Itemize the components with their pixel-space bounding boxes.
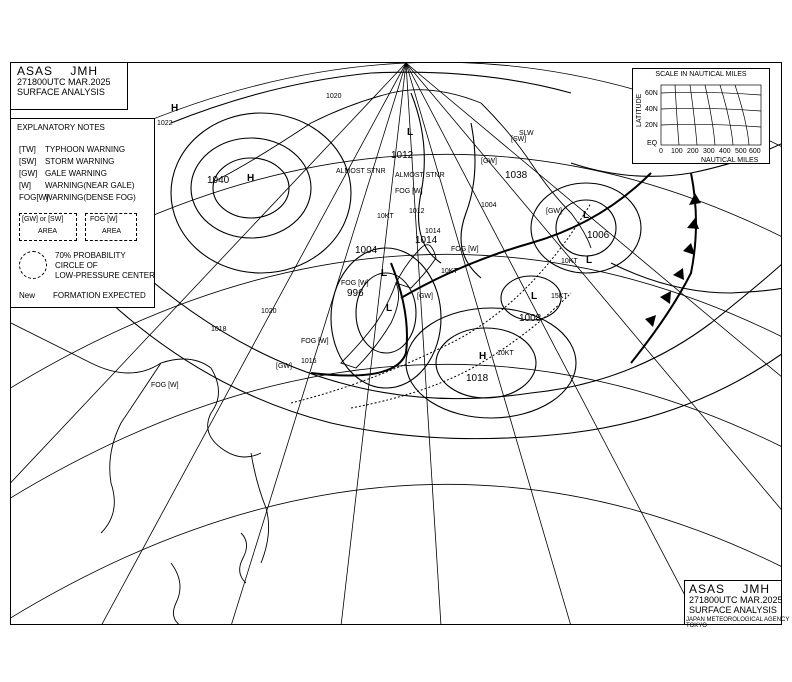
fog-area-sample: FOG [W] AREA [85, 213, 137, 241]
svg-text:600: 600 [749, 148, 761, 155]
circle-note: CIRCLE OF [55, 261, 98, 270]
legend-item: [TW] TYPHOON WARNING [19, 145, 126, 154]
low-marker: L [386, 303, 393, 314]
svg-text:200: 200 [687, 148, 699, 155]
svg-text:20N: 20N [645, 122, 658, 129]
low-marker: L [407, 127, 414, 138]
isobar-label: 1004 [481, 202, 497, 209]
product-name: SURFACE ANALYSIS [17, 87, 105, 97]
legend-item: FOG[W]WARNING(DENSE FOG) [19, 193, 136, 202]
pressure-value: 1040 [207, 175, 230, 186]
pressure-value: 1004 [355, 245, 378, 256]
svg-text:500: 500 [735, 148, 747, 155]
agency-name: JAPAN METEOROLOGICAL AGENCY TOKYO [686, 617, 790, 629]
product-name: SURFACE ANALYSIS [689, 605, 777, 615]
pressure-value: 1012 [391, 150, 414, 161]
motion-label: 10KT [441, 268, 458, 275]
agency-code: ASAS [689, 582, 726, 596]
title-box-top-left [10, 62, 128, 110]
pressure-value: 1006 [587, 230, 610, 241]
low-marker: L [381, 268, 388, 279]
pressure-value: 1018 [466, 373, 489, 384]
high-marker: H [171, 103, 179, 114]
svg-text:300: 300 [703, 148, 715, 155]
legend-title: EXPLANATORY NOTES [17, 123, 105, 132]
pressure-value: 1014 [415, 235, 438, 246]
isobar-labels [157, 93, 497, 365]
warning-label: FOG [W] [451, 246, 479, 253]
scale-xlabel: NAUTICAL MILES [701, 157, 759, 163]
warning-label: [GW] [546, 208, 562, 215]
warning-label: SLW [519, 130, 534, 137]
warning-label: FOG [W] [395, 188, 423, 195]
center-name: JMH [742, 582, 771, 596]
isobar-label: 1014 [425, 228, 441, 235]
pressure-value: 1008 [519, 313, 542, 324]
high-marker: H [479, 351, 487, 362]
isobar-label: 1020 [326, 93, 342, 100]
motion-label: 10KT [561, 258, 578, 265]
svg-text:40N: 40N [645, 106, 658, 113]
analysis-datetime: 271800UTC MAR.2025 [689, 595, 783, 605]
warning-label: [GW] [417, 293, 433, 300]
scale-ylabel: LATITUDE [636, 93, 643, 127]
scale-graph [635, 81, 767, 163]
warning-label: ALMOST STNR [336, 168, 386, 175]
analysis-datetime: 271800UTC MAR.2025 [17, 77, 111, 87]
agency-code: ASAS [17, 64, 54, 78]
scale-box [632, 68, 770, 164]
isobar-label: 1020 [261, 308, 277, 315]
circle-note: LOW-PRESSURE CENTER [55, 271, 155, 280]
isobar-label: 1022 [157, 120, 173, 127]
warning-label: FOG [W] [341, 280, 369, 287]
svg-text:EQ: EQ [647, 140, 658, 147]
warning-label: [SW] [511, 136, 527, 143]
scale-title: SCALE IN NAUTICAL MILES [655, 71, 747, 78]
legend-item: [SW] STORM WARNING [19, 157, 115, 166]
new-note: New FORMATION EXPECTED [19, 291, 146, 300]
svg-text:60N: 60N [645, 90, 658, 97]
circle-note: 70% PROBABILITY [55, 251, 126, 260]
isobar-label: 1018 [211, 326, 227, 333]
warning-label: [GW] [276, 363, 292, 370]
motion-label: 10KT [377, 213, 394, 220]
warning-area-sample: [GW] or [SW] AREA [19, 213, 77, 241]
warning-areas [291, 203, 591, 408]
warning-label: FOG [W] [301, 338, 329, 345]
legend-item: [W] WARNING(NEAR GALE) [19, 181, 135, 190]
low-marker: L [531, 291, 538, 302]
legend-item: [GW] GALE WARNING [19, 169, 107, 178]
isobar-label: 1016 [301, 358, 317, 365]
motion-label: 10KT [497, 350, 514, 357]
center-name: JMH [70, 64, 99, 78]
high-marker: H [247, 173, 255, 184]
probability-circle-icon [19, 251, 47, 279]
warning-label: FOG [W] [151, 382, 179, 389]
pressure-value: 1038 [505, 170, 528, 181]
svg-text:0: 0 [659, 148, 663, 155]
low-marker: L [586, 255, 593, 266]
warning-label: [GW] [481, 158, 497, 165]
motion-label: 15KT [551, 293, 568, 300]
legend-box [10, 118, 155, 308]
isobar-label: 1012 [409, 208, 425, 215]
svg-text:100: 100 [671, 148, 683, 155]
pressure-value: 996 [347, 288, 364, 299]
low-marker: L [583, 210, 590, 221]
svg-text:400: 400 [719, 148, 731, 155]
warning-label: ALMOST STNR [395, 172, 445, 179]
